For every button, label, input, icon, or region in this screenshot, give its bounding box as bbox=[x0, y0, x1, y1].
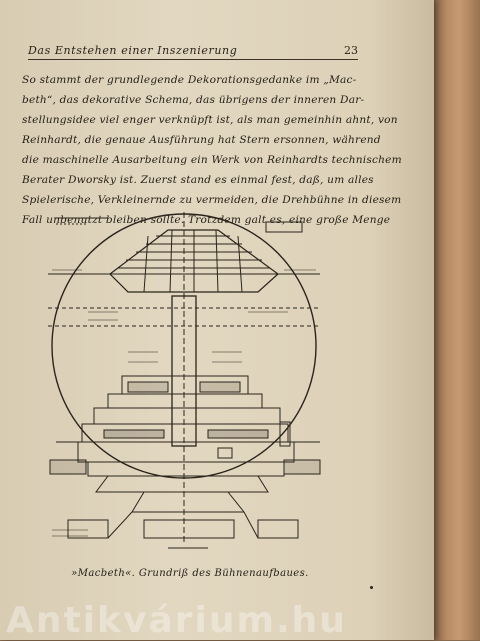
body-line: Reinhardt, die genaue Ausführung hat Stern ersonnen, während bbox=[22, 134, 381, 146]
body-paragraph bbox=[22, 70, 402, 230]
figure-caption: »Macbeth«. Grundriß des Bühnenaufbaues. bbox=[71, 568, 309, 579]
stage-floor-plan bbox=[48, 212, 328, 557]
body-line: Spielerische, Verkleinernde zu vermeiden, die Drehbühne in diesem bbox=[22, 194, 402, 206]
body-line: die maschinelle Ausarbeitung ein Werk von Reinhardts technischem bbox=[22, 154, 402, 166]
body-line: Berater Dworsky ist. Zuerst stand es einmal fest, daß, um alles bbox=[22, 174, 374, 186]
page-number: 23 bbox=[344, 44, 358, 57]
body-line: Fall unbenutzt bleiben sollte. Trotzdem galt es, eine große Menge bbox=[22, 214, 391, 226]
book-spine bbox=[428, 0, 480, 640]
body-line: So stammt der grundlegende Dekorationsgedanke im „Mac- bbox=[22, 74, 357, 86]
body-line: beth“, das dekorative Schema, das übrigens der inneren Dar- bbox=[22, 94, 365, 106]
ink-dot bbox=[370, 586, 373, 589]
watermark-logo: Antikvárium.hu bbox=[6, 600, 347, 641]
body-line: stellungsidee viel enger verknüpft ist, als man gemeinhin ahnt, von bbox=[22, 114, 398, 126]
running-head: Das Entstehen einer Inszenierung bbox=[28, 44, 358, 60]
